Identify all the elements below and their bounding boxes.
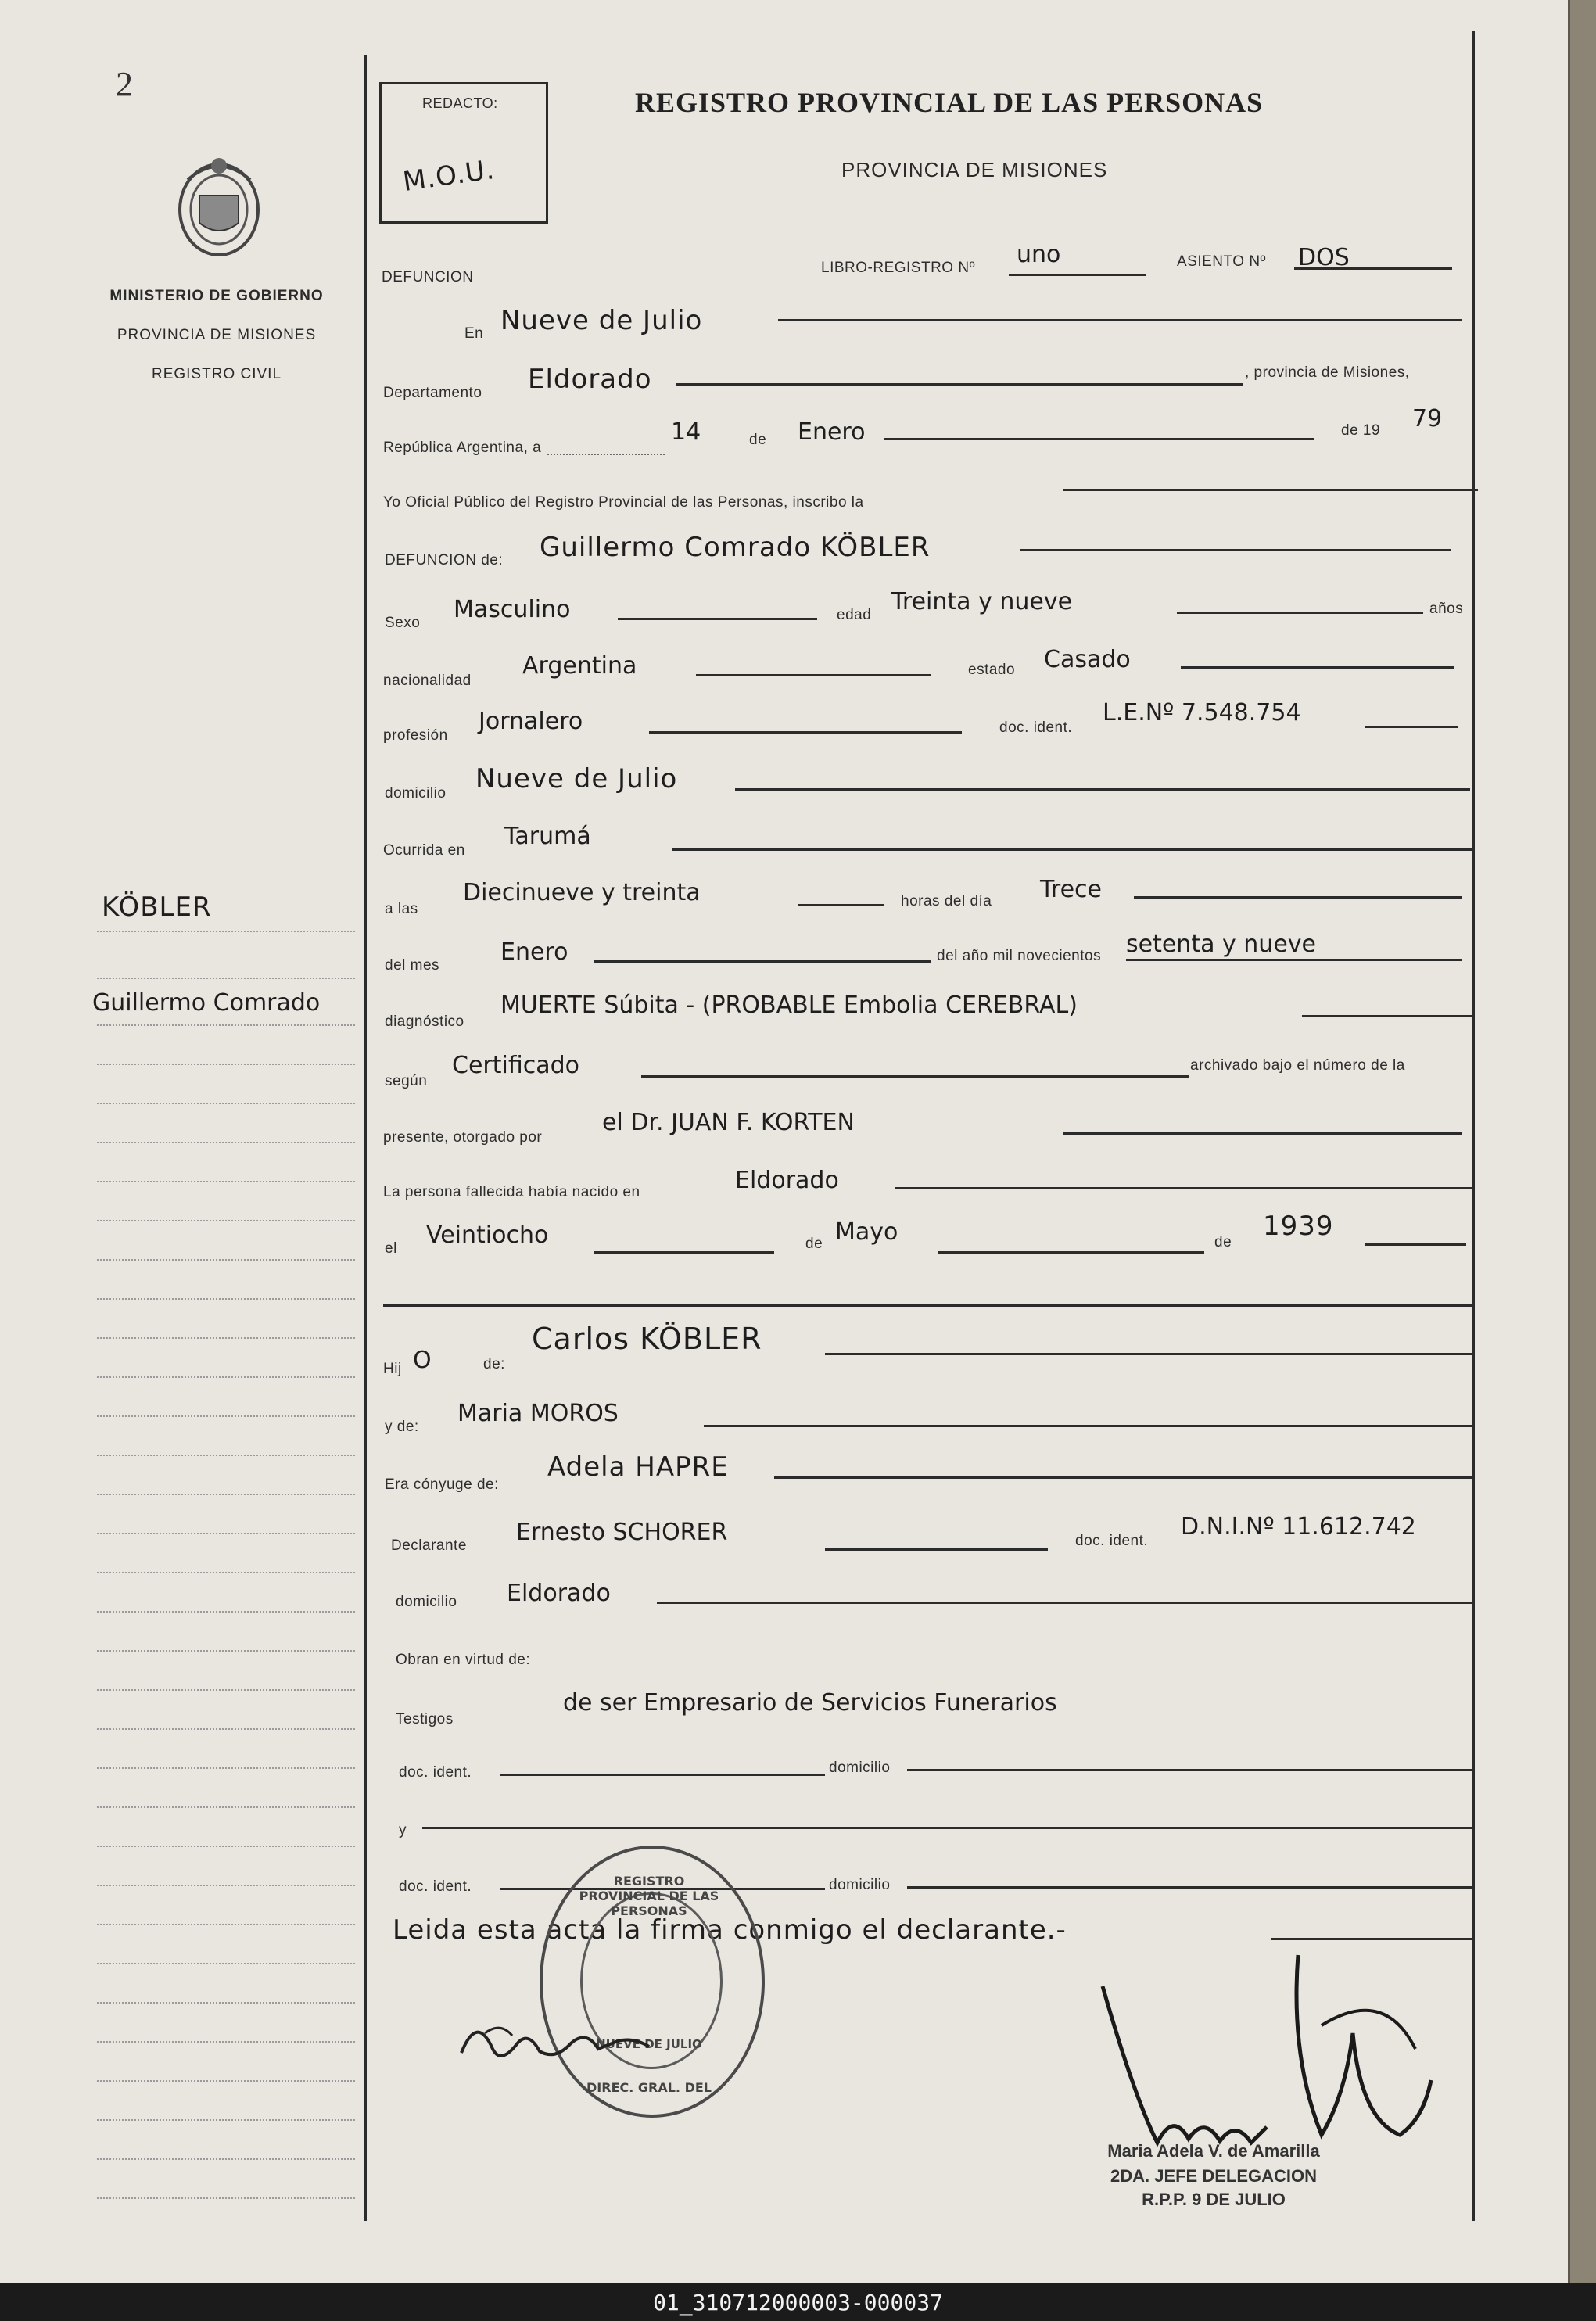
republica-label: República Argentina, a [383,439,542,456]
registry-title: REGISTRO PROVINCIAL DE LAS PERSONAS [635,87,1264,118]
ministry-registry: REGISTRO CIVIL [151,366,282,382]
decl-doc-label: doc. ident. [1075,1533,1149,1549]
presente-label: presente, otorgado por [383,1129,543,1146]
ministry-province: PROVINCIA DE MISIONES [117,327,317,343]
official-signature [1087,1939,1447,2174]
left-column-rule [364,55,367,2221]
segun-label: según [385,1073,428,1089]
sexo-value: Masculino [454,596,571,623]
redacto-label: REDACTO: [422,95,498,111]
estado-label: estado [968,662,1016,678]
segun-value: Certificado [452,1052,580,1079]
testigo-doc2-label: doc. ident. [399,1878,472,1895]
stamp-name: Maria Adela V. de Amarilla [1107,2141,1320,2161]
de19-label: de 19 [1341,422,1381,439]
anos-label: años [1429,601,1464,617]
de-mayo-label: de [805,1236,823,1252]
birth-year-value: 1939 [1263,1211,1334,1242]
margin-surname: KÖBLER [102,891,212,923]
de-label: de [749,432,767,448]
el-value: Veintiocho [426,1221,549,1249]
spouse-name: Adela HAPRE [547,1451,729,1483]
closing-statement: Leida esta acta la firma conmigo el declarante.- [393,1914,1067,1946]
departamento-label: Departamento [383,385,482,401]
departamento-value: Eldorado [528,364,652,395]
stamp-office: R.P.P. 9 DE JULIO [1142,2190,1286,2209]
delmes-label: del mes [385,957,440,974]
horas-value: Trece [1040,876,1102,903]
stamp-title: 2DA. JEFE DELEGACION [1110,2166,1318,2186]
asiento-label: ASIENTO Nº [1177,253,1266,270]
month-value: Enero [798,418,866,446]
asiento-value: DOS [1298,244,1350,271]
nacido-label: La persona fallecida había nacido en [383,1184,640,1200]
testigos-label: Testigos [396,1711,454,1727]
declarant-signature [454,2006,657,2076]
province-subtitle: PROVINCIA DE MISIONES [841,158,1108,181]
testigo-dom-label: domicilio [829,1760,891,1776]
diagnostico-label: diagnóstico [385,1013,464,1030]
oficial-text: Yo Oficial Público del Registro Provincial de las Personas, inscribo la [383,494,864,511]
coat-of-arms-icon [164,149,274,266]
margin-given-name: Guillermo Comrado [92,989,321,1017]
ministry-name: MINISTERIO DE GOBIERNO [109,288,324,304]
domicilio-label: domicilio [385,785,447,802]
mother-name: Maria MOROS [457,1400,619,1427]
year-value: 79 [1412,405,1443,432]
archivado-label: archivado bajo el número de la [1190,1057,1405,1074]
ocurrida-label: Ocurrida en [383,842,465,859]
edad-value: Treinta y nueve [891,588,1073,615]
nacionalidad-label: nacionalidad [383,673,472,689]
de-anio-label: de [1214,1234,1232,1250]
record-type: DEFUNCION [382,269,474,285]
testigo-doc-label: doc. ident. [399,1764,472,1781]
nacido-value: Eldorado [735,1167,839,1194]
delano-value: setenta y nueve [1126,931,1316,958]
hijo-suffix: O [413,1347,432,1374]
delmes-value: Enero [500,938,568,966]
father-name: Carlos KÖBLER [532,1322,762,1356]
redacto-initials: M.O.U. [400,153,497,199]
testigo-y-label: y [399,1822,407,1839]
yde-label: y de: [385,1419,419,1435]
declarante-label: Declarante [391,1537,467,1554]
right-column-rule [1472,31,1475,2221]
edad-label: edad [837,607,872,623]
doc-ident-value: L.E.Nº 7.548.754 [1103,699,1301,726]
hijo-de-label: de: [483,1356,505,1372]
alas-label: a las [385,901,418,917]
horas-label: horas del día [901,893,992,909]
page-number: 2 [116,65,133,103]
declarante-value: Ernesto SCHORER [516,1519,728,1546]
nacionalidad-value: Argentina [522,652,637,680]
seal-inner-text: NUEVE DE JULIO [596,2037,702,2051]
presente-value: el Dr. JUAN F. KORTEN [602,1109,855,1136]
obran-label: Obran en virtud de: [396,1652,531,1668]
domicilio-value: Nueve de Julio [475,763,678,795]
profesion-value: Jornalero [479,708,583,735]
en-label: En [464,325,484,342]
decl-doc-value: D.N.I.Nº 11.612.742 [1181,1513,1416,1541]
en-value: Nueve de Julio [500,305,703,336]
defuncion-de-label: DEFUNCION de: [385,552,504,569]
seal-top-text: REGISTRO PROVINCIAL DE LAS PERSONAS [579,1874,719,1918]
libro-value: uno [1017,241,1061,268]
el-label: el [385,1240,397,1257]
ocurrida-value: Tarumá [504,823,591,850]
profesion-label: profesión [383,727,448,744]
seal-bottom-text: DIREC. GRAL. DEL [586,2080,712,2095]
decl-domicilio-value: Eldorado [507,1580,611,1607]
doc-ident-label: doc. ident. [999,719,1073,736]
alas-value: Diecinueve y treinta [463,879,701,906]
binder-edge [1570,0,1596,2283]
mayo-value: Mayo [835,1218,898,1246]
decl-domicilio-label: domicilio [396,1594,457,1610]
conyuge-label: Era cónyuge de: [385,1476,499,1493]
libro-label: LIBRO-REGISTRO Nº [821,260,976,276]
day-value: 14 [671,418,701,446]
testigo-dom2-label: domicilio [829,1877,891,1893]
delano-label: del año mil novecientos [937,948,1102,964]
estado-value: Casado [1044,646,1131,673]
deceased-name: Guillermo Comrado KÖBLER [540,532,931,563]
diagnostico-value: MUERTE Súbita - (PROBABLE Embolia CEREBRAL) [500,992,1078,1019]
file-id: 01_310712000003-000037 [653,2290,943,2316]
provincia-label: , provincia de Misiones, [1245,364,1410,381]
testigos-value: de ser Empresario de Servicios Funerarios [563,1689,1057,1717]
hijo-label: Hij [383,1361,402,1377]
sexo-label: Sexo [385,615,421,631]
